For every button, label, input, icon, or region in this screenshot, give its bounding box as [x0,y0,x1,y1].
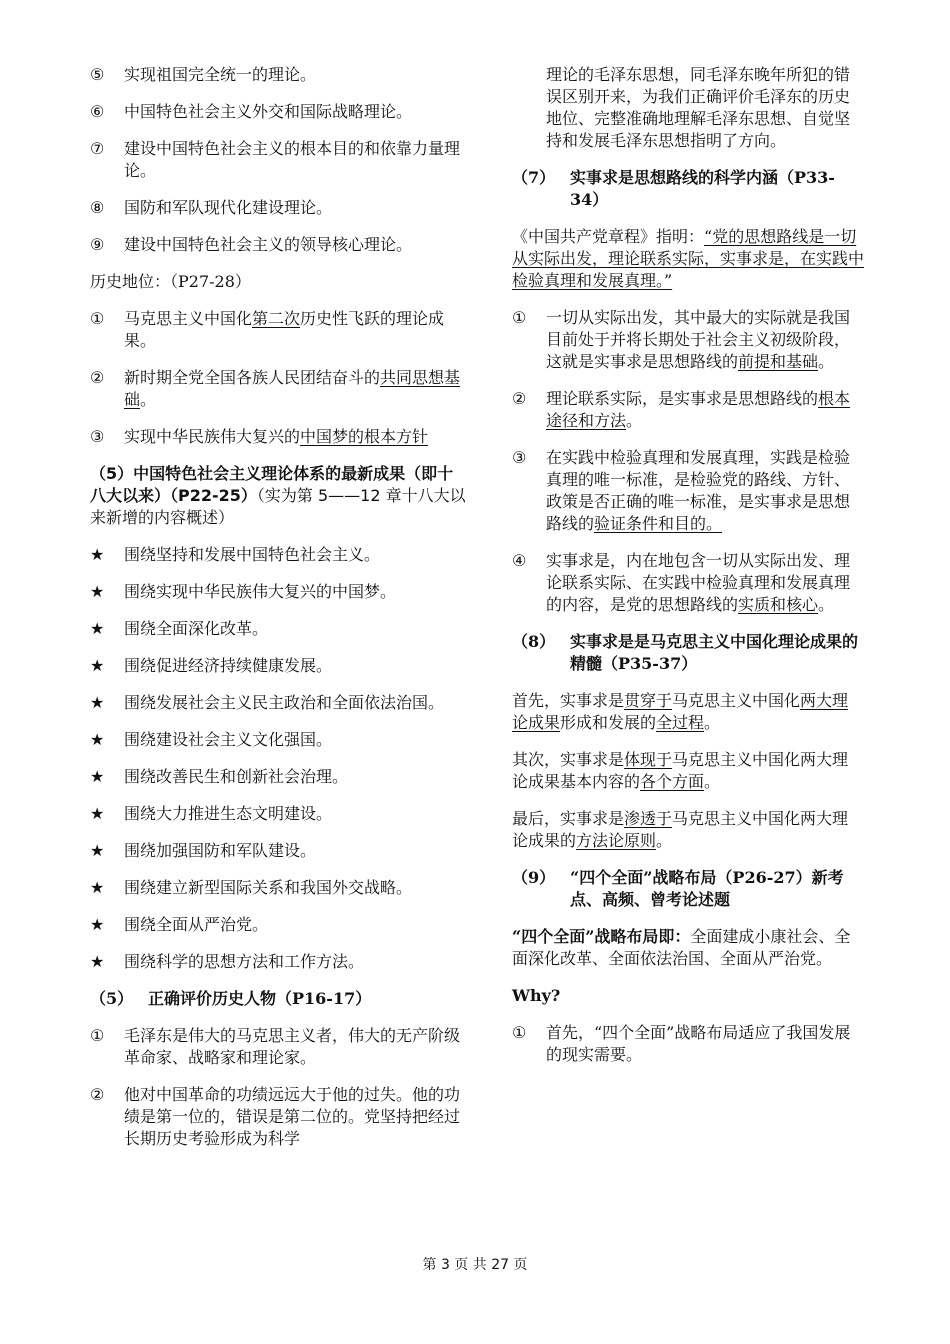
section-heading-seeking-truth [512,167,864,211]
list-item [90,308,468,352]
text-run: 马克思主义中国化两大理论成果基本内容的 [512,750,849,791]
list-item [90,138,468,182]
list-item [90,766,468,788]
list-text: 围绕实现中华民族伟大复兴的中国梦。 [124,582,397,601]
list-text: 围绕发展社会主义民主政治和全面依法治国。 [124,693,445,712]
underlined-text: 验证条件和目的。 [594,514,723,533]
history-label: 历史地位：（P27-28） [90,272,251,291]
text-run: 实现中华民族伟大复兴的 [124,427,301,446]
underlined-text: 各个方面 [640,772,705,791]
list-item [90,840,468,862]
list-marker: ⑧ [90,198,105,217]
list-item [512,307,864,373]
star-icon: ★ [90,582,105,601]
paragraph-first [512,690,864,734]
underlined-text: 实质和核心 [738,595,819,614]
text-run: 马克思主义中国化 [124,309,253,328]
star-icon: ★ [90,545,105,564]
charter-quote [512,226,864,292]
list-text [546,447,864,535]
star-icon: ★ [90,656,105,675]
underlined-text: 第二次 [252,309,301,328]
star-icon: ★ [90,804,105,823]
list-marker: ① [90,309,105,328]
list-text: 围绕全面从严治党。 [124,915,269,934]
text-run: 。 [626,411,643,430]
underlined-text: 方法论原则 [576,831,657,850]
star-icon: ★ [90,693,105,712]
list-text: 实现祖国完全统一的理论。 [124,65,317,84]
list-text: 围绕促进经济持续健康发展。 [124,656,333,675]
section-heading-historical-figures [90,988,468,1010]
underlined-text: 两大理论成果 [512,691,849,732]
list-text: 建设中国特色社会主义的根本目的和依靠力量理论。 [124,139,461,180]
text-run: 马克思主义中国化 [672,691,801,710]
list-item [90,367,468,411]
star-icon: ★ [90,767,105,786]
star-icon: ★ [90,915,105,934]
section-title: 正确评价历史人物（P16-17） [148,989,372,1008]
list-item [90,803,468,825]
list-item [90,692,468,714]
list-marker: ⑨ [90,235,105,254]
text-run: 马克思主义中国化两大理论成果的 [512,809,849,850]
list-item [90,544,468,566]
list-text: 围绕建立新型国际关系和我国外交战略。 [124,878,413,897]
list-text [546,307,864,373]
list-text: 围绕全面深化改革。 [124,619,269,638]
list-marker: ① [90,1026,105,1045]
section-number: （5） [90,989,134,1008]
list-marker: ③ [90,427,105,446]
text-run: 历史性飞跃的理论成果。 [124,309,445,350]
left-column [90,64,468,1165]
section-number: （7） [512,168,556,187]
text-run: 一切从实际出发，其中最大的实际就是我国目前处于并将长期处于社会主义初级阶段，这就是实事求是思想路线的 [546,308,851,371]
list-item [90,729,468,751]
text-run: 。 [704,772,721,791]
list-text: 围绕坚持和发展中国特色社会主义。 [124,545,381,564]
text-run: 形成和发展的 [560,713,657,732]
list-text: 首先，“四个全面”战略布局适应了我国发展的现实需要。 [546,1023,851,1064]
list-text: 他对中国革命的功绩远远大于他的过失。他的功绩是第一位的，错误是第二位的。党坚持把经过长期历史考验形成为科学 [124,1085,461,1148]
list-marker: ② [512,389,527,408]
list-item [90,1084,468,1150]
text-run: 首先，实事求是 [512,691,625,710]
list-marker: ⑦ [90,139,105,158]
underlined-text: 贯穿于 [624,691,673,710]
list-item [512,550,864,616]
list-marker: ② [90,1085,105,1104]
list-marker: ③ [512,448,527,467]
text-run: 。 [140,390,157,409]
page-footer: 第 3 页 共 27 页 [422,1257,528,1273]
list-marker: ② [90,368,105,387]
section-title: 实事求是思想路线的科学内涵（P33-34） [570,168,835,209]
list-item [90,1025,468,1069]
list-text [124,308,468,352]
list-text [546,388,864,432]
list-text: 围绕加强国防和军队建设。 [124,841,317,860]
list-item [512,1022,864,1066]
list-text: 围绕建设社会主义文化强国。 [124,730,333,749]
list-text: 围绕科学的思想方法和工作方法。 [124,952,365,971]
list-item [90,64,468,86]
list-item [90,914,468,936]
list-item [90,951,468,973]
list-text: 围绕改善民生和创新社会治理。 [124,767,349,786]
section-note: （实为第 5——12 章十八大以来新增的内容概述） [90,486,466,527]
section-title: 实事求是是马克思主义中国化理论成果的精髓（P35-37） [570,632,859,673]
list-item [90,197,468,219]
list-item [90,581,468,603]
list-item [90,655,468,677]
section-number: （8） [512,632,556,651]
continued-text: 理论的毛泽东思想，同毛泽东晚年所犯的错误区别开来，为我们正确评价毛泽东的历史地位、完整准确地理解毛泽东思想、自觉坚持和发展毛泽东思想指明了方向。 [546,65,851,150]
underlined-text: 根本途径和方法 [546,389,851,430]
section-number: （9） [512,868,556,887]
list-item [90,877,468,899]
underlined-text: 体现于 [624,750,673,769]
list-text: 中国特色社会主义外交和国际战略理论。 [124,102,413,121]
list-marker: ⑥ [90,102,105,121]
list-text: 建设中国特色社会主义的领导核心理论。 [124,235,413,254]
list-marker: ① [512,308,527,327]
list-item [90,234,468,256]
text-run: 。 [818,352,835,371]
underlined-text: 中国梦的根本方针 [300,427,429,446]
underlined-text: 渗透于 [624,809,673,828]
text-run: 新时期全党全国各族人民团结奋斗的 [124,368,381,387]
right-column [512,64,864,1081]
section-title: “四个全面”战略布局（P26-27）新考点、高频、曾考论述题 [570,868,844,909]
underlined-text: “党的思想路线是一切从实际出发，理论联系实际，实事求是，在实践中检验真理和发展真理。” [512,227,865,290]
paragraph-last [512,808,864,852]
section-heading-essence [512,631,864,675]
star-icon: ★ [90,619,105,638]
text-run: 。 [818,595,835,614]
star-icon: ★ [90,878,105,897]
paragraph-second [512,749,864,793]
section-heading-latest-achievements [90,463,468,529]
underlined-text: 全过程 [656,713,705,732]
list-item [90,101,468,123]
four-comprehensives-definition [512,926,864,970]
list-text: 毛泽东是伟大的马克思主义者，伟大的无产阶级革命家、战略家和理论家。 [124,1026,461,1067]
text-run: 。 [656,831,673,850]
text-run: 实事求是，内在地包含一切从实际出发、理论联系实际、在实践中检验真理和发展真理的内容，是党的思想路线的 [546,551,851,614]
text-run: 《中国共产党章程》指明： [512,227,705,246]
list-text: 围绕大力推进生态文明建设。 [124,804,333,823]
text-run: 。 [704,713,721,732]
why-label: Why? [512,986,561,1005]
star-icon: ★ [90,730,105,749]
list-text [124,426,468,448]
list-item [512,447,864,535]
text-run: 其次，实事求是 [512,750,625,769]
section-title: （5）中国特色社会主义理论体系的最新成果（即十八大以来）（P22-25） [90,464,454,505]
list-text [124,367,468,411]
list-item [512,388,864,432]
star-icon: ★ [90,841,105,860]
text-run: 在实践中检验真理和发展真理，实践是检验真理的唯一标准，是检验党的路线、方针、政策是否正确的唯一标准，是实事求是思想路线的 [546,448,851,533]
text-run: 理论联系实际，是实事求是思想路线的 [546,389,819,408]
list-item [90,618,468,640]
underlined-text: 共同思想基础 [124,368,461,409]
bold-text: “四个全面”战略布局即： [512,927,691,946]
star-icon: ★ [90,952,105,971]
list-marker: ⑤ [90,65,105,84]
section-heading-four-comprehensives [512,867,864,911]
underlined-text: 前提和基础 [738,352,819,371]
list-marker: ④ [512,551,527,570]
text-run: 最后，实事求是 [512,809,625,828]
list-item [90,426,468,448]
list-marker: ① [512,1023,527,1042]
text-run: 全面建成小康社会、全面深化改革、全面依法治国、全面从严治党。 [512,927,851,968]
list-text [546,550,864,616]
list-text: 国防和军队现代化建设理论。 [124,198,333,217]
